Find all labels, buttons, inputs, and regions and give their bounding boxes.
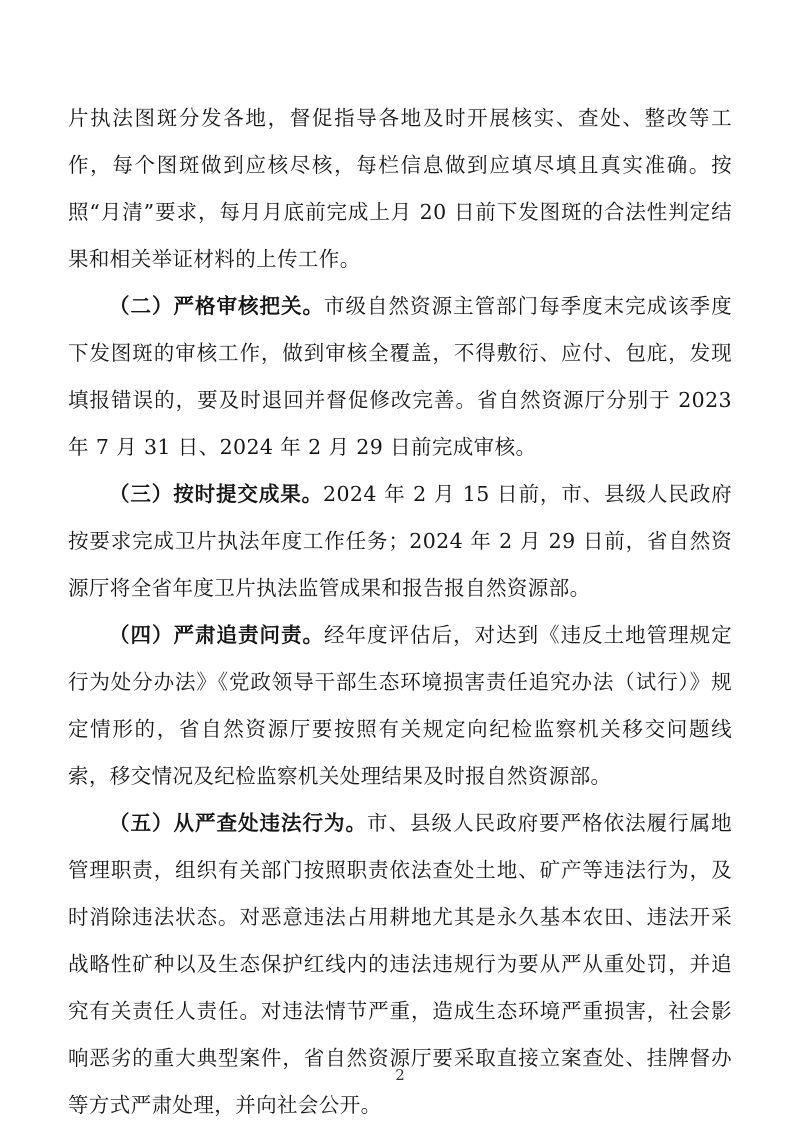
paragraph-text: 市级自然资源主管部门每季度末完成该季度下发图斑的审核工作，做到审核全覆盖，不得敷衍、应付、包庇，发现填报错误的，要及时退回并督促修改完善。省自然资源厅分别于 2023 年 7 月 31 日、2024 年 2 月 29 日前完成审核。 — [68, 294, 733, 459]
paragraph-section-two — [68, 283, 732, 471]
section-heading-inline: （二）严格审核把关。 — [109, 294, 325, 318]
paragraph-text: 市、县级人民政府要严格依法履行属地管理职责，组织有关部门按照职责依法查处土地、矿产等违法行为，及时消除违法状态。对恶意违法占用耕地尤其是永久基本农田、违法开采战略性矿种以及生态保护红线内的违法违规行为要从严从重处罚，并追究有关责任人责任。对违法情节严重，造成生态环境严重损害，社会影响恶劣的重大典型案件，省自然资源厅要采取直接立案查处、挂牌督办等方式严肃处理，并向社会公开。 — [68, 811, 732, 1117]
paragraph-section-three — [68, 471, 732, 612]
section-heading-inline: （五）从严查处违法行为。 — [109, 811, 368, 835]
paragraph-text: 片执法图斑分发各地，督促指导各地及时开展核实、查处、整改等工作，每个图斑做到应核尽核，每栏信息做到应填尽填且真实准确。按照“月清”要求，每月月底前完成上月 20 日前下发图斑的合法性判定结果和相关举证材料的上传工作。 — [68, 106, 732, 271]
page-number: 2 — [395, 1066, 405, 1084]
document-body — [68, 95, 732, 1129]
paragraph-continuation — [68, 95, 732, 283]
paragraph-text: 经年度评估后，对达到《违反土地管理规定行为处分办法》《党政领导干部生态环境损害责任追究办法（试行）》规定情形的，省自然资源厅要按照有关规定向纪检监察机关移交问题线索，移交情况及纪检监察机关处理结果及时报自然资源部。 — [68, 623, 733, 788]
paragraph-section-four — [68, 612, 732, 800]
section-heading-inline: （三）按时提交成果。 — [109, 482, 324, 506]
section-heading-inline: （四）严肃追责问责。 — [109, 623, 325, 647]
paragraph-text: 2024 年 2 月 15 日前，市、县级人民政府按要求完成卫片执法年度工作任务；2024 年 2 月 29 日前，省自然资源厅将全省年度卫片执法监管成果和报告报自然资源部。 — [68, 482, 732, 600]
